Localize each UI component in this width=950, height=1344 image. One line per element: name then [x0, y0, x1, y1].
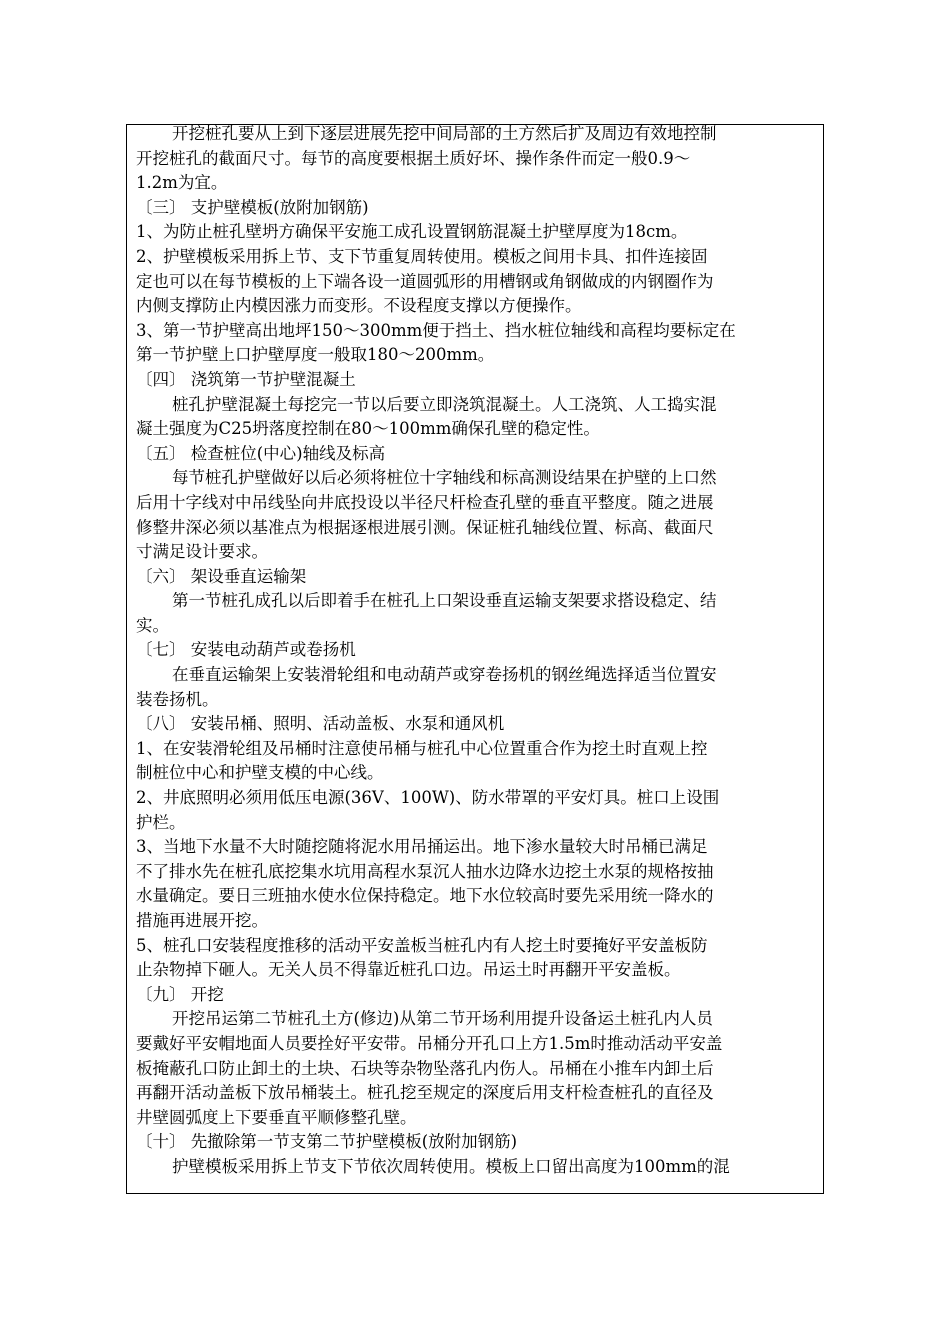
- text-line: 5、桩孔口安装程度推移的活动平安盖板当桩孔内有人挖土时要掩好平安盖板防: [136, 935, 708, 955]
- text-line: 板掩蔽孔口防止卸土的土块、石块等杂物坠落孔内伤人。吊桶在小推车内卸土后: [136, 1058, 714, 1078]
- text-line: 在垂直运输架上安装滑轮组和电动葫芦或穿卷扬机的钢丝绳选择适当位置安: [172, 665, 717, 685]
- text-line: 装卷扬机。: [136, 689, 219, 709]
- text-line: 井壁圆弧度上下要垂直平顺修整孔壁。: [136, 1107, 417, 1127]
- text-line: 3、当地下水量不大时随挖随将泥水用吊捅运出。地下渗水量较大时吊桶已满足: [136, 837, 708, 857]
- text-line: 〔六〕 架设垂直运输架: [136, 566, 307, 586]
- text-line: 〔十〕 先撤除第一节支第二节护壁模板(放附加钢筋): [136, 1132, 518, 1152]
- text-line: 2、护壁模板采用拆上节、支下节重复周转使用。模板之间用卡具、扣件连接固: [136, 246, 708, 266]
- text-line: 凝土强度为C25坍落度控制在80～100mm确保孔壁的稳定性。: [136, 419, 600, 439]
- text-line: 第一节护壁上口护壁厚度一般取180～200mm。: [136, 345, 495, 365]
- text-line: 每节桩孔护壁做好以后必须将桩位十字轴线和标高测设结果在护壁的上口然: [172, 468, 717, 488]
- text-line: 〔八〕 安装吊桶、照明、活动盖板、水泵和通风机: [136, 714, 505, 734]
- text-line: 不了排水先在桩孔底挖集水坑用高程水泵沉人抽水边降水边挖土水泵的规格按抽: [136, 861, 714, 881]
- text-line: 〔九〕 开挖: [136, 984, 224, 1004]
- text-line: 定也可以在每节模板的上下端各设一道圆弧形的用槽钢或角钢做成的内钢圈作为: [136, 271, 714, 291]
- text-line: 止杂物掉下砸人。无关人员不得靠近桩孔口边。吊运土时再翻开平安盖板。: [136, 960, 681, 980]
- text-line: 开挖吊运第二节桩孔土方(修边)从第二节开场利用提升设备运土桩孔内人员: [172, 1009, 713, 1029]
- text-line: 开挖桩孔要从上到下逐层进展先挖中间局部的土方然后扩及周边有效地控制: [172, 124, 717, 143]
- text-line: 桩孔护壁混凝土每挖完一节以后要立即浇筑混凝土。人工浇筑、人工捣实混: [172, 394, 717, 414]
- text-line: 〔五〕 检查桩位(中心)轴线及标高: [136, 443, 386, 463]
- text-line: 〔七〕 安装电动葫芦或卷扬机: [136, 640, 356, 660]
- text-line: 水量确定。要日三班抽水使水位保持稳定。地下水位较高时要先采用统一降水的: [136, 886, 714, 906]
- text-line: 再翻开活动盖板下放吊桶装土。桩孔挖至规定的深度后用支杆检查桩孔的直径及: [136, 1083, 714, 1103]
- text-line: 第一节桩孔成孔以后即着手在桩孔上口架设垂直运输支架要求搭设稳定、结: [172, 591, 717, 611]
- text-line: 护栏。: [136, 812, 186, 832]
- text-line: 实。: [136, 615, 169, 635]
- text-line: 制桩位中心和护壁支模的中心线。: [136, 763, 384, 783]
- text-line: 〔四〕 浇筑第一节护壁混凝土: [136, 369, 356, 389]
- text-line: 1、为防止桩孔壁坍方确保平安施工成孔设置钢筋混凝土护壁厚度为18cm。: [136, 222, 688, 242]
- text-line: 〔三〕 支护壁模板(放附加钢筋): [136, 197, 369, 217]
- text-line: 1.2m为宜。: [136, 173, 228, 193]
- text-line: 内侧支撑防止内模因涨力而变形。不设程度支撑以方便操作。: [136, 296, 582, 316]
- text-line: 寸满足设计要求。: [136, 542, 268, 562]
- document-body: [136, 122, 822, 1180]
- text-line: 2、井底照明必须用低压电源(36V、100W)、防水带罩的平安灯具。桩口上设围: [136, 788, 720, 808]
- text-line: 修整井深必须以基准点为根据逐根进展引测。保证桩孔轴线位置、标高、截面尺: [136, 517, 714, 537]
- text-line: 后用十字线对中吊线坠向井底投设以半径尺杆检查孔壁的垂直平整度。随之进展: [136, 492, 714, 512]
- text-line: 措施再进展开挖。: [136, 911, 268, 930]
- text-line: 1、在安装滑轮组及吊桶时注意使吊桶与桩孔中心位置重合作为挖土时直观上控: [136, 738, 708, 758]
- text-line: 开挖桩孔的截面尺寸。每节的高度要根据土质好坏、操作条件而定一般0.9～: [136, 148, 691, 168]
- text-line: 3、第一节护壁高出地坪150～300mm便于挡土、挡水桩位轴线和高程均要标定在: [136, 320, 736, 340]
- text-line: 要戴好平安帽地面人员要拴好平安带。吊桶分开孔口上方1.5m时推动活动平安盖: [136, 1033, 723, 1053]
- text-line: 护壁模板采用拆上节支下节依次周转使用。模板上口留出高度为100mm的混: [172, 1156, 730, 1176]
